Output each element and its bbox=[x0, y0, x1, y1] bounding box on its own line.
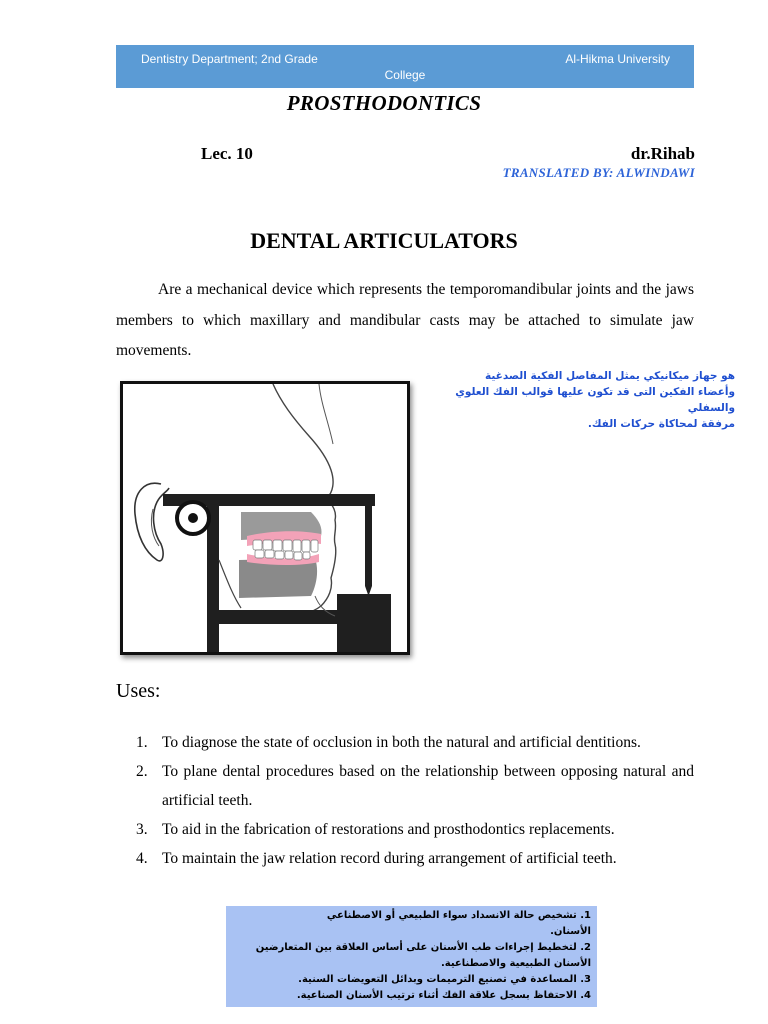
list-item bbox=[136, 815, 694, 844]
arabic-intro-line: مرفقة لمحاكاة حركات الفك. bbox=[587, 418, 735, 430]
arabic-intro-line: وأعضاء الفكين التى قد تكون عليها قوالب الفك العلوي والسفلي bbox=[455, 386, 735, 414]
articulator-drawing bbox=[123, 384, 407, 652]
section-title: DENTAL ARTICULATORS bbox=[250, 228, 518, 253]
list-item-number: 3. bbox=[136, 821, 148, 838]
list-item-text: To aid in the fabrication of restorations and prosthodontics replacements. bbox=[162, 821, 615, 838]
course-title: PROSTHODONTICS bbox=[286, 91, 482, 115]
document-header-bar bbox=[116, 45, 694, 88]
arabic-uses-line: الأسنان الطبيعية والاصطناعية. bbox=[440, 958, 591, 969]
arabic-intro-line: هو جهاز ميكانيكي يمثل المفاصل الفكية الصدغية bbox=[485, 370, 735, 382]
articulator-illustration bbox=[120, 381, 410, 655]
intro-paragraph: Are a mechanical device which represents the temporomandibular joints and the jaws members to which maxillary and mandibular casts may be attached to simulate jaw movements. bbox=[116, 281, 694, 359]
lecture-number: Lec. 10 bbox=[201, 144, 253, 163]
list-item-text: To diagnose the state of occlusion in both the natural and artificial dentitions. bbox=[162, 734, 641, 751]
arabic-uses-line: الأسنان. bbox=[550, 926, 591, 937]
uses-list bbox=[136, 728, 694, 873]
header-college: College bbox=[384, 68, 426, 82]
uses-heading: Uses: bbox=[116, 680, 161, 702]
list-item-number: 1. bbox=[136, 734, 148, 751]
list-item-text: To maintain the jaw relation record during arrangement of artificial teeth. bbox=[162, 850, 617, 867]
arabic-uses-line: 2. لتخطيط إجراءات طب الأسنان على أساس العلاقة بين المتعارضين bbox=[255, 942, 591, 953]
list-item-number: 4. bbox=[136, 850, 148, 867]
header-university: Al-Hikma University bbox=[565, 52, 670, 66]
arabic-uses-line: 4. الاحتفاظ بسجل علاقة الفك أثناء ترتيب الأسنان الصناعية. bbox=[296, 990, 591, 1001]
instructor-name: dr.Rihab bbox=[630, 144, 695, 163]
list-item bbox=[136, 728, 694, 757]
list-item bbox=[136, 757, 694, 815]
list-item-number: 2. bbox=[136, 763, 148, 780]
list-item bbox=[136, 844, 694, 873]
header-department: Dentistry Department; 2nd Grade bbox=[141, 52, 318, 66]
list-item-text: To plane dental procedures based on the relationship between opposing natural and artificial teeth. bbox=[162, 763, 694, 809]
arabic-uses-translation-box bbox=[226, 906, 597, 1007]
arabic-uses-line: 3. المساعدة في تصنيع الترميمات وبدائل التعويضات السنية. bbox=[298, 974, 591, 985]
arabic-uses-line: 1. تشخيص حالة الانسداد سواء الطبيعي أو الاصطناعي bbox=[326, 910, 591, 921]
arabic-intro-translation bbox=[405, 368, 735, 432]
translator-credit: TRANSLATED BY: ALWINDAWI bbox=[502, 165, 695, 180]
